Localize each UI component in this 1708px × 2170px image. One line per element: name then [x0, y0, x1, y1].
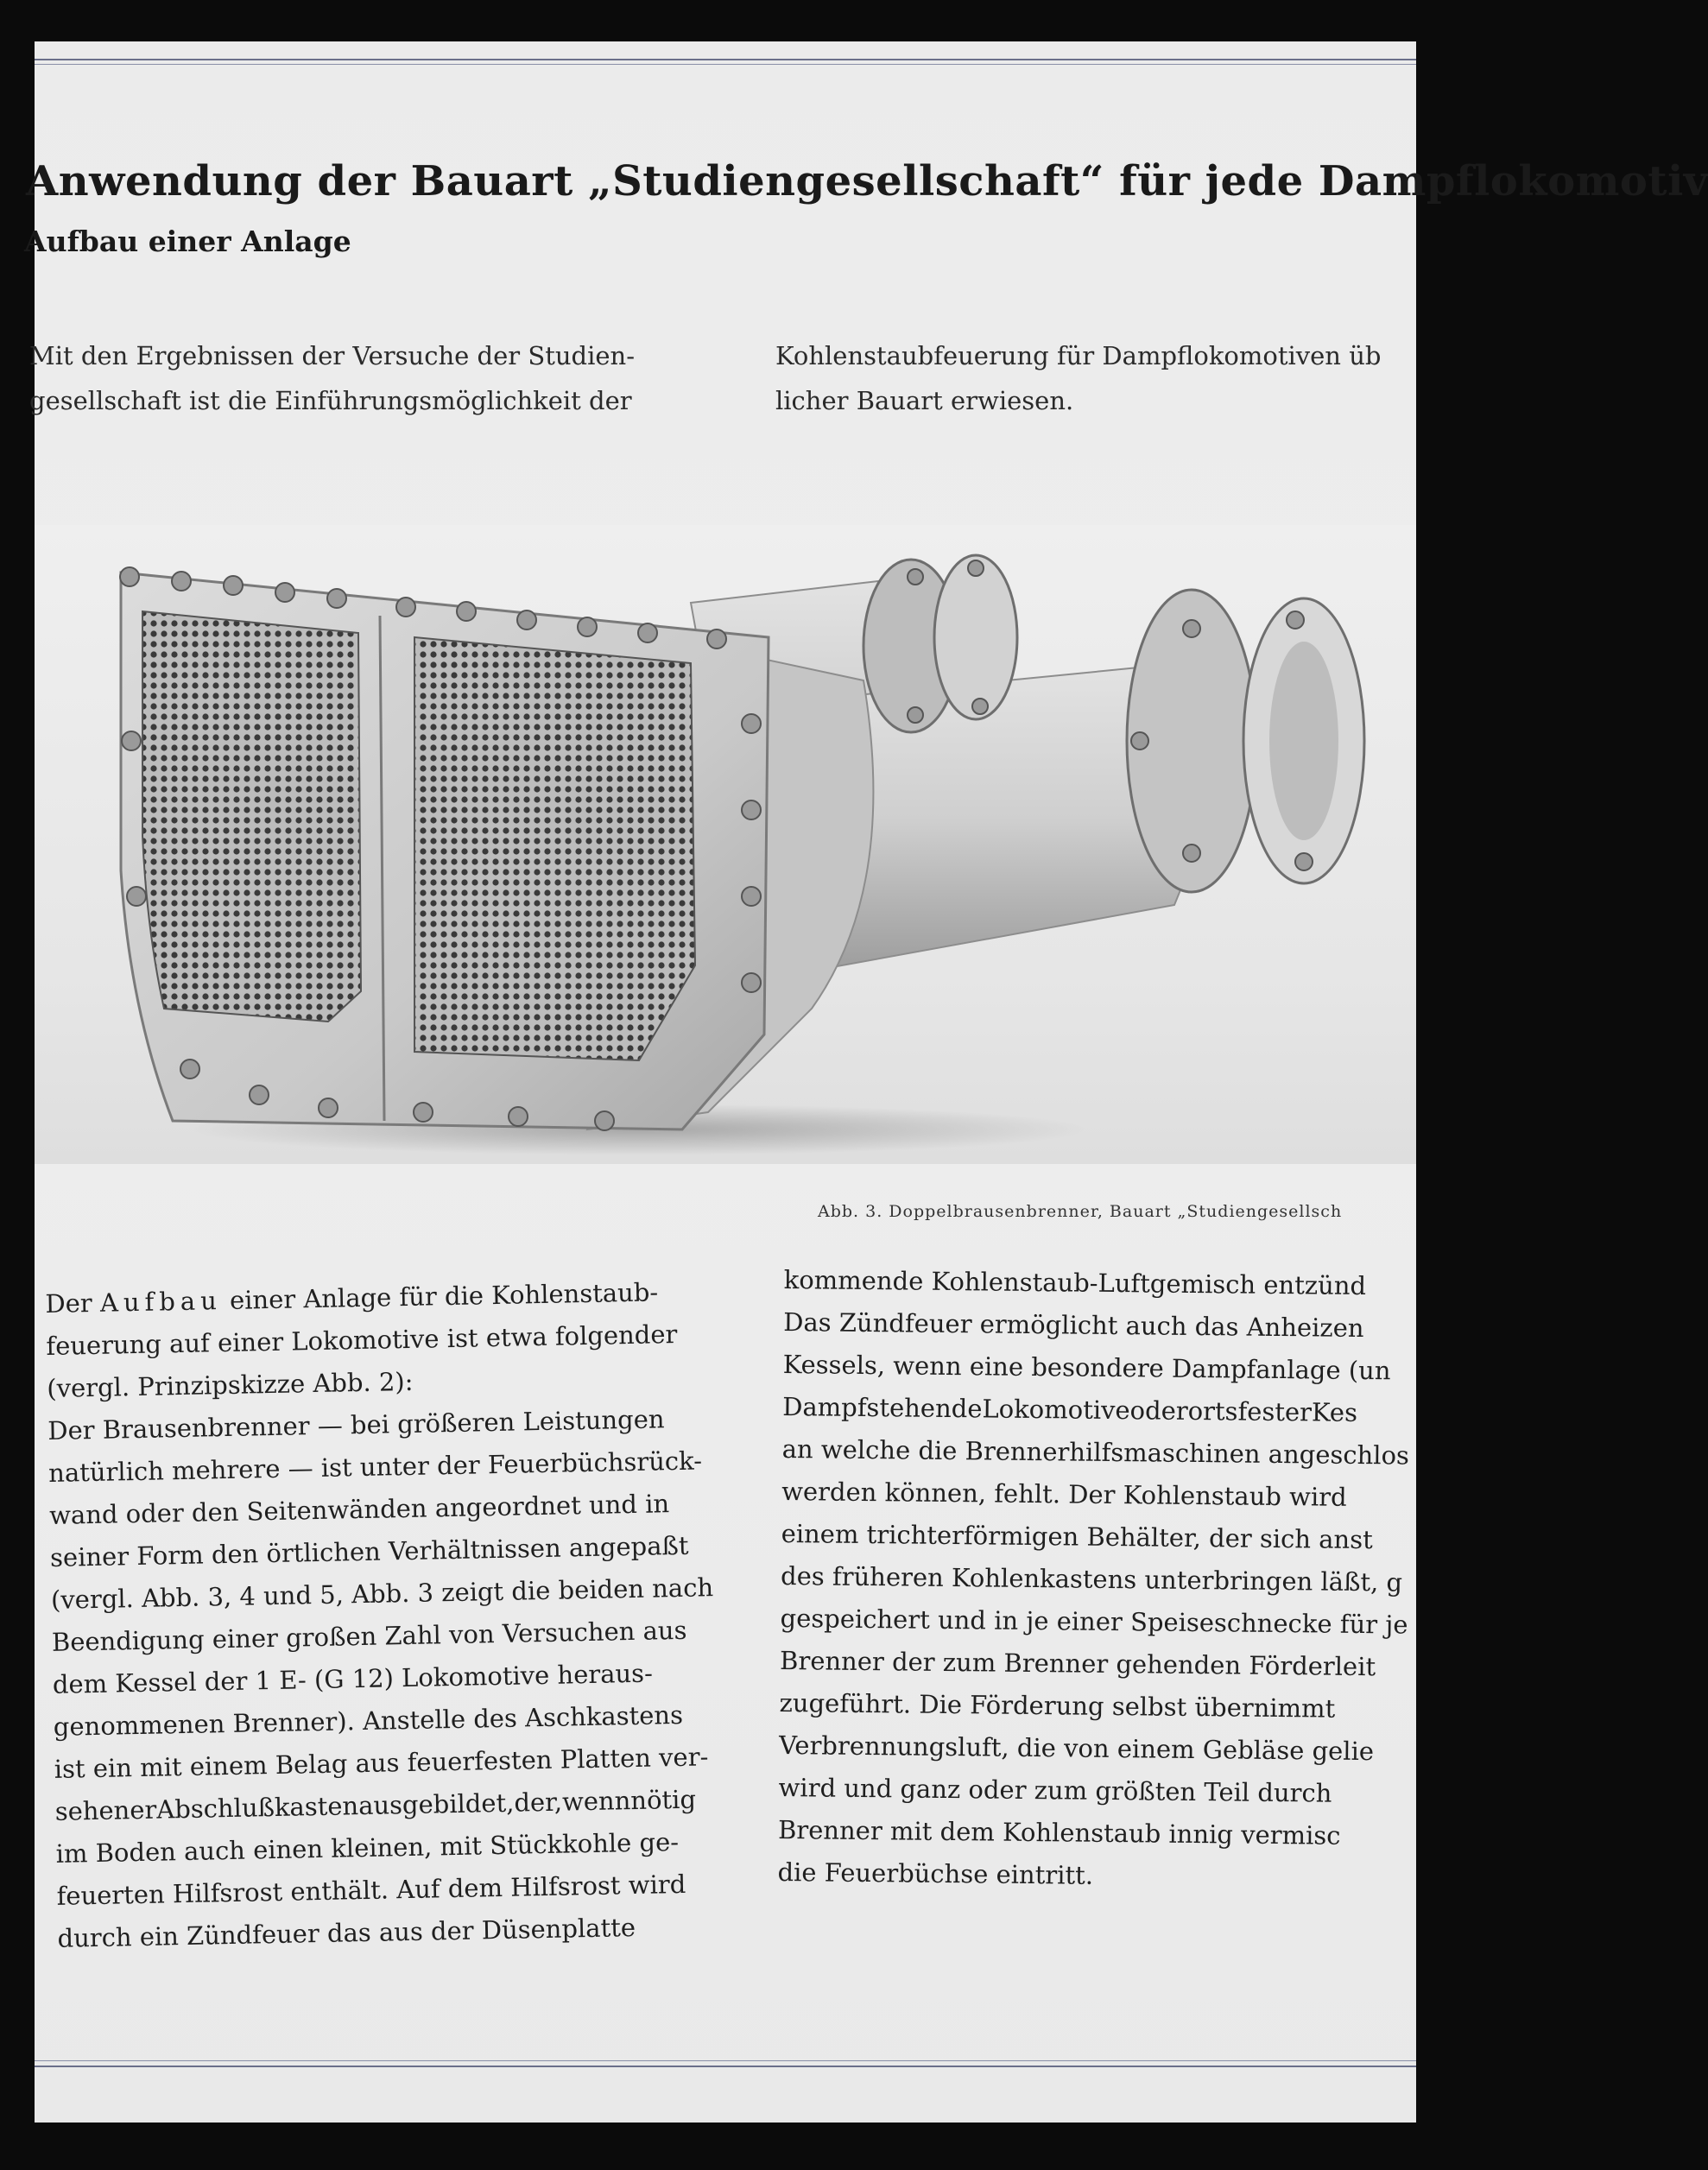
- body-left-line: Beendigung einer großen Zahl von Versuchen aus: [51, 1615, 687, 1657]
- body-right-line: DampfstehendeLokomotiveoderortsfesterKes: [782, 1391, 1358, 1427]
- body-left-line: genommenen Brenner). Anstelle des Aschkastens: [53, 1699, 684, 1742]
- body-right-line: gespeichert und in je einer Speiseschnecke für je: [780, 1603, 1408, 1640]
- emphasized-word: Aufbau: [99, 1286, 223, 1318]
- intro-left-column: [29, 333, 746, 423]
- body-left-line: sehenerAbschlußkastenausgebildet,der,wennnötig: [54, 1784, 697, 1826]
- body-left-line: feuerung auf einer Lokomotive ist etwa folgender: [46, 1319, 678, 1361]
- body-right-column: [777, 1259, 1412, 1901]
- body-left-line: dem Kessel der 1 E- (G 12) Lokomotive heraus-: [52, 1658, 654, 1699]
- body-left-line: Der Brausenbrenner — bei größeren Leistungen: [47, 1404, 665, 1446]
- body-right-line: Brenner mit dem Kohlenstaub innig vermisc: [777, 1814, 1341, 1851]
- body-left-line: natürlich mehrere — ist unter der Feuerbüchsrück-: [47, 1446, 703, 1488]
- body-right-line: Kessels, wenn eine besondere Dampfanlage (un: [782, 1349, 1391, 1386]
- bottom-rule: [35, 2066, 1416, 2067]
- body-left-column: [45, 1270, 720, 1960]
- intro-right-column: [775, 333, 1432, 423]
- bottom-rule-thin: [35, 2060, 1416, 2061]
- body-right-line: des früheren Kohlenkastens unterbringen läßt, g: [780, 1560, 1403, 1597]
- body-right-line: zugeführt. Die Förderung selbst übernimmt: [779, 1687, 1336, 1724]
- body-right-line: Das Zündfeuer ermöglicht auch das Anheizen: [783, 1306, 1364, 1344]
- intro-right-line: Kohlenstaubfeuerung für Dampflokomotiven üb: [775, 341, 1382, 370]
- intro-right-line: licher Bauart erwiesen.: [775, 386, 1074, 415]
- body-left-line: (vergl. Abb. 3, 4 und 5, Abb. 3 zeigt die beiden nach: [50, 1572, 714, 1615]
- body-right-line: kommende Kohlenstaub-Luftgemisch entzünd: [783, 1264, 1367, 1301]
- body-right-line: die Feuerbüchse eintritt.: [777, 1857, 1094, 1890]
- burner-photograph: [35, 525, 1416, 1164]
- body-right-line: Verbrennungsluft, die von einem Gebläse gelie: [778, 1730, 1375, 1767]
- page-title: Anwendung der Bauart „Studiengesellschaft“ für jede Dampflokomotiv: [26, 157, 1708, 206]
- intro-left-line: Mit den Ergebnissen der Versuche der Studien-: [29, 341, 636, 370]
- intro-left-line: gesellschaft ist die Einführungsmöglichkeit der: [29, 386, 632, 415]
- top-rule: [35, 59, 1416, 60]
- top-rule-thin: [35, 64, 1416, 65]
- body-left-lead: Der: [45, 1287, 93, 1319]
- body-right-line: an welche die Brennerhilfsmaschinen angeschlos: [781, 1433, 1410, 1471]
- body-left-line: (vergl. Prinzipskizze Abb. 2):: [47, 1366, 414, 1403]
- body-left-line: im Boden auch einen kleinen, mit Stückkohle ge-: [55, 1827, 680, 1869]
- body-left-rest: einer Anlage für die Kohlenstaub-: [229, 1277, 659, 1315]
- body-right-line: Brenner der zum Brenner gehenden Förderleit: [779, 1645, 1376, 1682]
- body-right-line: werden können, fehlt. Der Kohlenstaub wird: [781, 1476, 1347, 1512]
- body-left-line: durch ein Zündfeuer das aus der Düsenplatte: [57, 1913, 636, 1953]
- burner-illustration: [35, 525, 1416, 1164]
- body-left-line: wand oder den Seitenwänden angeordnet und in: [48, 1489, 670, 1530]
- section-subtitle: Aufbau einer Anlage: [24, 225, 351, 258]
- scanned-page: [24, 41, 1708, 2123]
- body-left-line: ist ein mit einem Belag aus feuerfesten Platten ver-: [54, 1742, 709, 1784]
- body-left-line: seiner Form den örtlichen Verhältnissen angepaßt: [49, 1530, 689, 1572]
- figure-caption: Abb. 3. Doppelbrausenbrenner, Bauart „Studiengesellsch: [818, 1202, 1343, 1221]
- body-right-line: wird und ganz oder zum größten Teil durch: [778, 1772, 1332, 1808]
- body-left-line: feuerten Hilfsrost enthält. Auf dem Hilfsrost wird: [56, 1869, 686, 1911]
- body-right-line: einem trichterförmigen Behälter, der sich anst: [781, 1518, 1373, 1555]
